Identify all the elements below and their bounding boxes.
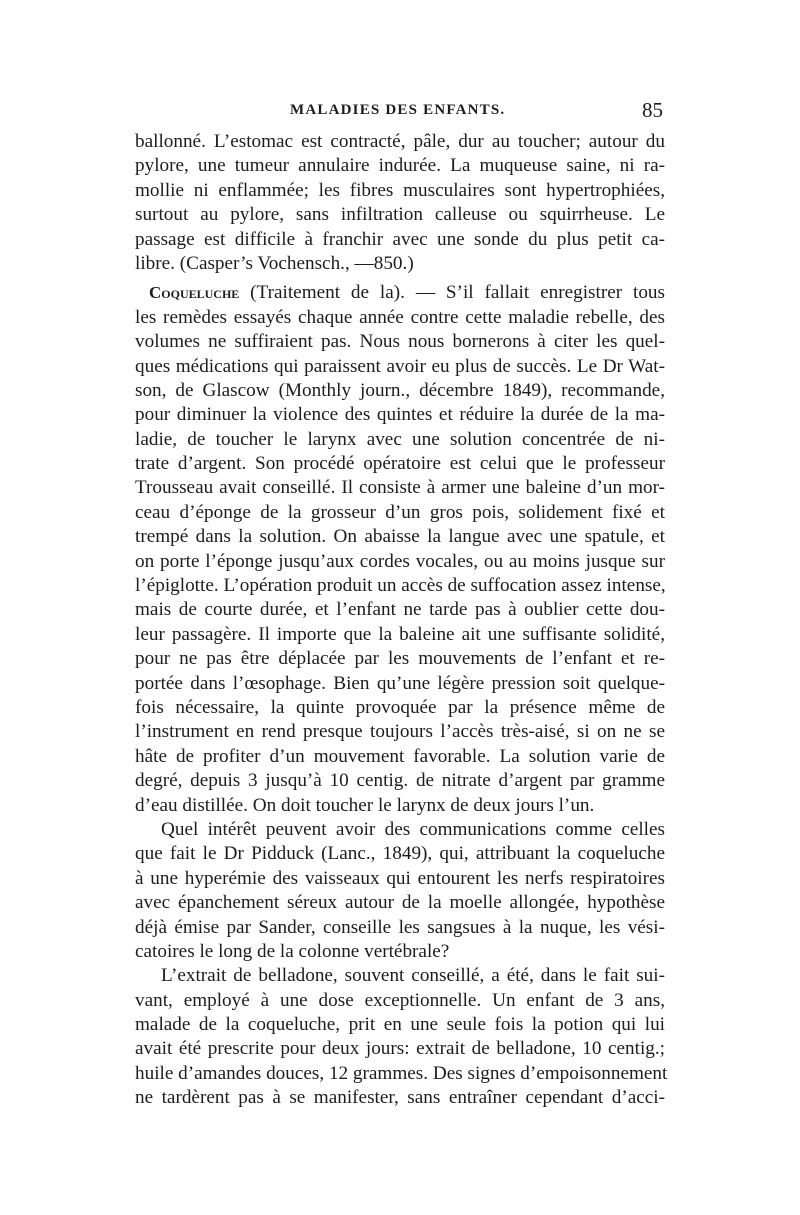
section-heading: Coqueluche xyxy=(149,283,240,303)
text-line: l’épiglotte. L’opération produit un accès de suffocation assez intense, xyxy=(135,575,666,597)
text-line: avec épanchement séreux autour de la moelle allongée, hypothèse xyxy=(135,892,665,914)
text-line: d’eau distillée. On doit toucher le larynx de deux jours l’un. xyxy=(135,794,595,816)
text-line: ballonné. L’estomac est contracté, pâle, dur au toucher; autour du xyxy=(135,131,665,152)
text-line: que fait le Dr Pidduck (Lanc., 1849), qui, attribuant la coqueluche xyxy=(135,843,665,865)
page-number: 85 xyxy=(642,98,663,122)
paragraph-3 xyxy=(135,818,665,964)
text-line: ladie, de toucher le larynx avec une solution concentrée de ni- xyxy=(135,428,665,450)
text-line: ques médications qui paraissent avoir eu plus de succès. Le Dr Wat- xyxy=(135,355,665,377)
body-text xyxy=(135,130,668,1111)
text-line: libre. (Casper’s Vochensch., —850.) xyxy=(135,252,414,274)
text-line: vant, employé à une dose exceptionnelle. Un enfant de 3 ans, xyxy=(135,989,665,1011)
text-line: volumes ne suffiraient pas. Nous nous bornerons à citer les quel- xyxy=(135,331,665,353)
text-line: catoires le long de la colonne vertébrale? xyxy=(135,940,450,962)
running-title: MALADIES DES ENFANTS. xyxy=(290,102,506,118)
section-heading-line xyxy=(135,281,665,305)
text-line: trempé dans la solution. On abaisse la langue avec une spatule, et xyxy=(135,526,665,548)
section-heading-rest: (Traitement de la). — S’il fallait enregistrer tous xyxy=(239,282,665,304)
page-header xyxy=(135,98,663,128)
text-line: les remèdes essayés chaque année contre cette maladie rebelle, des xyxy=(135,306,665,328)
paragraph-4 xyxy=(135,964,668,1110)
text-line: hâte de profiter d’un mouvement favorable. La solution varie de xyxy=(135,745,665,767)
text-line: huile d’amandes douces, 12 grammes. Des signes d’empoisonnement xyxy=(135,1062,668,1084)
text-line: L’extrait de belladone, souvent conseillé, a été, dans le fait sui- xyxy=(161,965,665,987)
text-line: ceau d’éponge de la grosseur d’un gros pois, solidement fixé et xyxy=(135,501,665,523)
text-line: avait été prescrite pour deux jours: extrait de belladone, 10 centig.; xyxy=(135,1038,665,1060)
text-line: degré, depuis 3 jusqu’à 10 centig. de nitrate d’argent par gramme xyxy=(135,770,665,792)
paragraph-1 xyxy=(135,130,665,276)
text-line: pour ne pas être déplacée par les mouvements de l’enfant et re- xyxy=(135,648,665,670)
text-line: on porte l’éponge jusqu’aux cordes vocales, ou au moins jusque sur xyxy=(135,550,665,572)
paragraph-coqueluche xyxy=(135,281,665,818)
text-line: mais de courte durée, et l’enfant ne tarde pas à oublier cette dou- xyxy=(135,599,665,621)
text-line: ne tardèrent pas à se manifester, sans entraîner cependant d’acci- xyxy=(135,1087,665,1109)
text-line: passage est difficile à franchir avec une sonde du plus petit ca- xyxy=(135,228,665,250)
text-line: à une hyperémie des vaisseaux qui entourent les nerfs respiratoires xyxy=(135,867,665,889)
text-line: déjà émise par Sander, conseille les sangsues à la nuque, les vési- xyxy=(135,916,665,938)
text-line: portée dans l’œsophage. Bien qu’une légère pression soit quelque- xyxy=(135,672,665,694)
text-line: pylore, une tumeur annulaire indurée. La muqueuse saine, ni ra- xyxy=(135,155,665,177)
text-line: l’instrument en rend presque toujours l’accès très-aisé, si on ne se xyxy=(135,721,665,743)
text-line: mollie ni enflammée; les fibres musculaires sont hypertrophiées, xyxy=(135,179,665,201)
text-line: leur passagère. Il importe que la baleine ait une suffisante solidité, xyxy=(135,623,665,645)
text-line: surtout au pylore, sans infiltration calleuse ou squirrheuse. Le xyxy=(135,204,665,226)
text-line: Quel intérêt peuvent avoir des communications comme celles xyxy=(161,818,665,840)
text-line: trate d’argent. Son procédé opératoire est celui que le professeur xyxy=(135,453,665,475)
text-line: son, de Glascow (Monthly journ., décembre 1849), recommande, xyxy=(135,379,665,401)
text-line: fois nécessaire, la quinte provoquée par la présence même de xyxy=(135,696,665,718)
text-line: malade de la coqueluche, prit en une seule fois la potion qui lui xyxy=(135,1014,665,1036)
text-line: Trousseau avait conseillé. Il consiste à armer une baleine d’un mor- xyxy=(135,477,665,499)
text-line: pour diminuer la violence des quintes et réduire la durée de la ma- xyxy=(135,404,665,426)
